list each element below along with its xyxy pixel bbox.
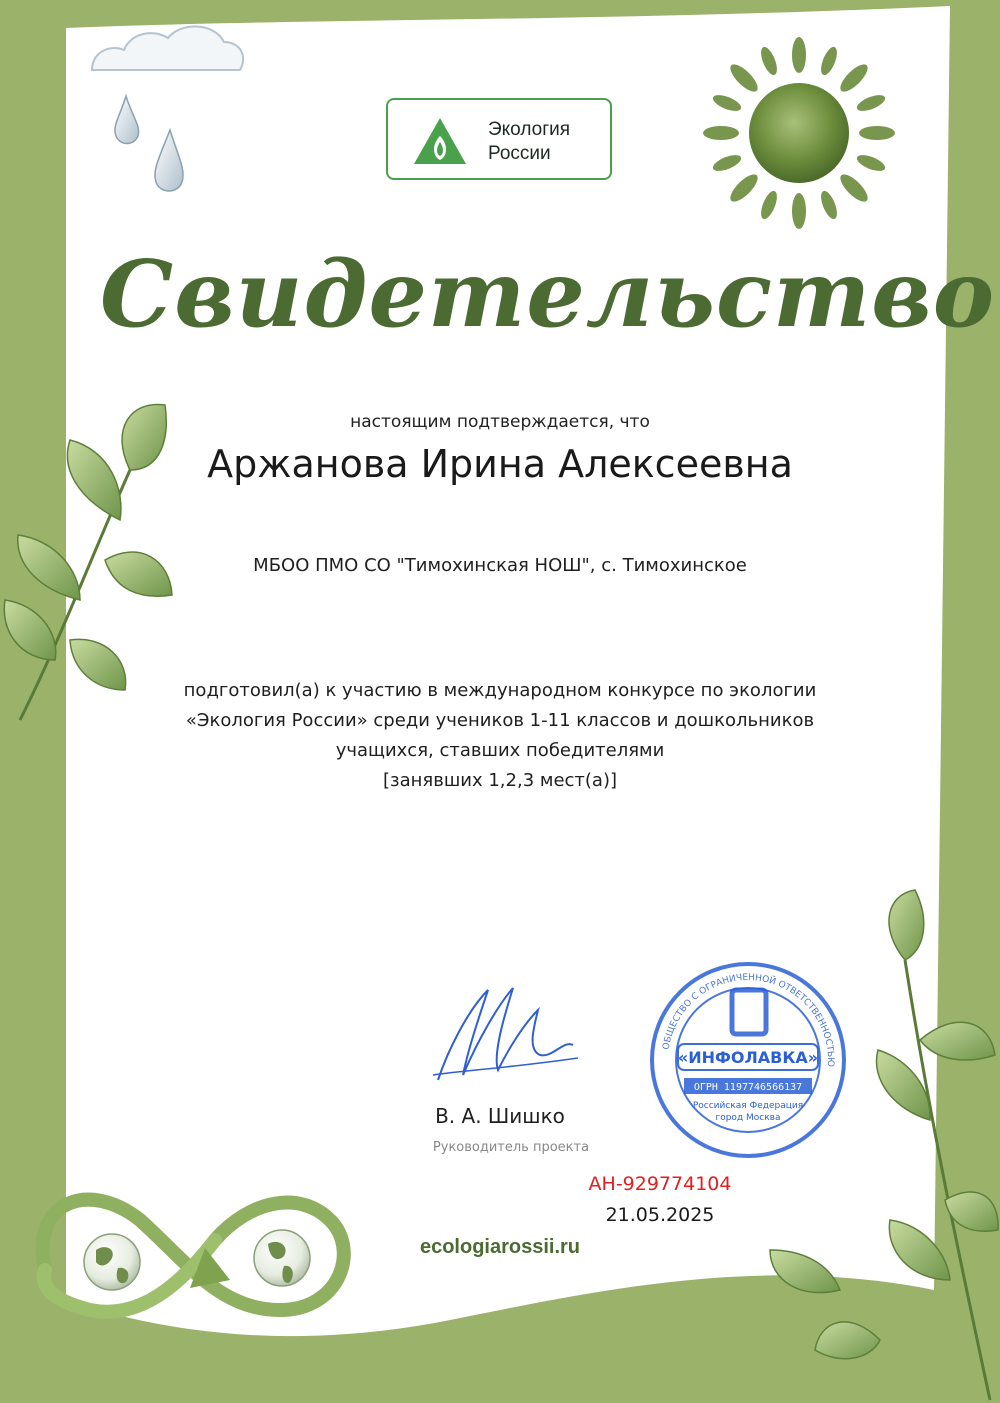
stamp-ogrn: ОГРН 1197746566137: [693, 1082, 803, 1093]
handwritten-signature: [428, 970, 588, 1090]
leaf-logo-icon: [412, 116, 468, 166]
description-line: подготовил(а) к участию в международном конкурсе по экологии: [183, 680, 817, 701]
stamp-company: «ИНФОЛАВКА»: [677, 1048, 819, 1067]
globe-icon: [84, 1234, 140, 1290]
sun-icon: [703, 37, 895, 229]
logo-line-1: Экология: [488, 119, 571, 140]
signer-role: Руководитель проекта: [432, 1140, 590, 1155]
registration-number: АН-929774104: [588, 1173, 732, 1195]
description-line: [занявших 1,2,3 мест(а)]: [382, 770, 618, 791]
logo-text: [488, 118, 608, 166]
logo: [386, 98, 612, 180]
organization: МБОО ПМО СО "Тимохинская НОШ", с. Тимохинское: [253, 555, 747, 576]
description: [130, 676, 870, 796]
svg-text:ОБЩЕСТВО С ОГРАНИЧЕННОЙ ОТВЕТС: ОБЩЕСТВО С ОГРАНИЧЕННОЙ ОТВЕТСТВЕННОСТЬЮ: [661, 972, 836, 1068]
certificate-title: Свидетельство: [100, 240, 996, 348]
intro-text: настоящим подтверждается, что: [350, 412, 650, 432]
website-link[interactable]: ecologiarossii.ru: [419, 1236, 581, 1258]
description-line: «Экология России» среди учеников 1-11 классов и дошкольников: [185, 710, 815, 731]
recipient-name: Аржанова Ирина Алексеевна: [207, 442, 793, 486]
stamp-city: город Москва: [715, 1113, 781, 1123]
globe-icon: [254, 1230, 310, 1286]
stamp-country: Российская Федерация: [692, 1101, 804, 1111]
signer-name: В. А. Шишко: [435, 1104, 565, 1128]
logo-line-2: России: [488, 143, 551, 164]
issue-date: 21.05.2025: [605, 1204, 715, 1226]
description-line: учащихся, ставших победителями: [335, 740, 665, 761]
company-stamp: [648, 960, 848, 1160]
